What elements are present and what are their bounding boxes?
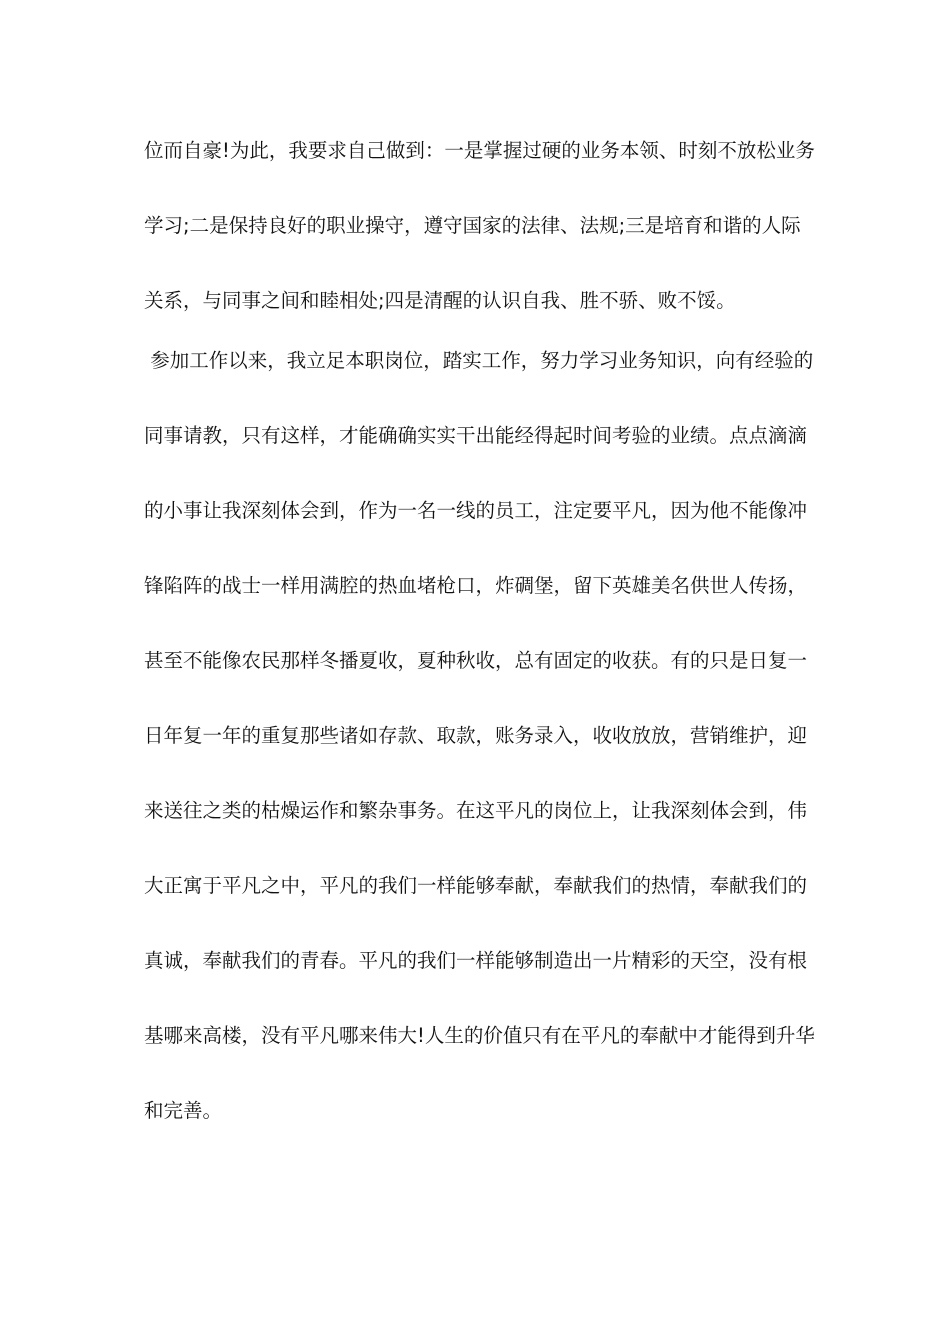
text-line: 位而自豪!为此，我要求自己做到：一是掌握过硬的业务本领、时刻不放松业务 (144, 139, 815, 162)
text-line: 学习;二是保持良好的职业操守，遵守国家的法律、法规;三是培育和谐的人际 (144, 214, 801, 237)
text-line: 甚至不能像农民那样冬播夏收，夏种秋收，总有固定的收获。有的只是日复一 (144, 649, 808, 672)
text-line: 关系，与同事之间和睦相处;四是清醒的认识自我、胜不骄、败不馁。 (144, 289, 736, 312)
text-line: 来送往之类的枯燥运作和繁杂事务。在这平凡的岗位上，让我深刻体会到，伟 (144, 799, 808, 822)
paragraph-start-line: 参加工作以来，我立足本职岗位，踏实工作，努力学习业务知识，向有经验的 (144, 349, 814, 372)
text-line: 真诚，奉献我们的青春。平凡的我们一样能够制造出一片精彩的天空，没有根 (144, 949, 808, 972)
text-line: 基哪来高楼，没有平凡哪来伟大!人生的价值只有在平凡的奉献中才能得到升华 (144, 1024, 815, 1047)
text-line: 的小事让我深刻体会到，作为一名一线的员工，注定要平凡，因为他不能像冲 (144, 499, 808, 522)
text-line: 同事请教，只有这样，才能确确实实干出能经得起时间考验的业绩。点点滴滴 (144, 424, 808, 447)
text-line: 大正寓于平凡之中，平凡的我们一样能够奉献，奉献我们的热情，奉献我们的 (144, 874, 808, 897)
text-line: 日年复一年的重复那些诸如存款、取款，账务录入，收收放放，营销维护，迎 (144, 724, 808, 747)
text-line: 和完善。 (144, 1099, 223, 1122)
text-line: 锋陷阵的战士一样用满腔的热血堵枪口，炸碉堡，留下英雄美名供世人传扬， (144, 574, 808, 597)
